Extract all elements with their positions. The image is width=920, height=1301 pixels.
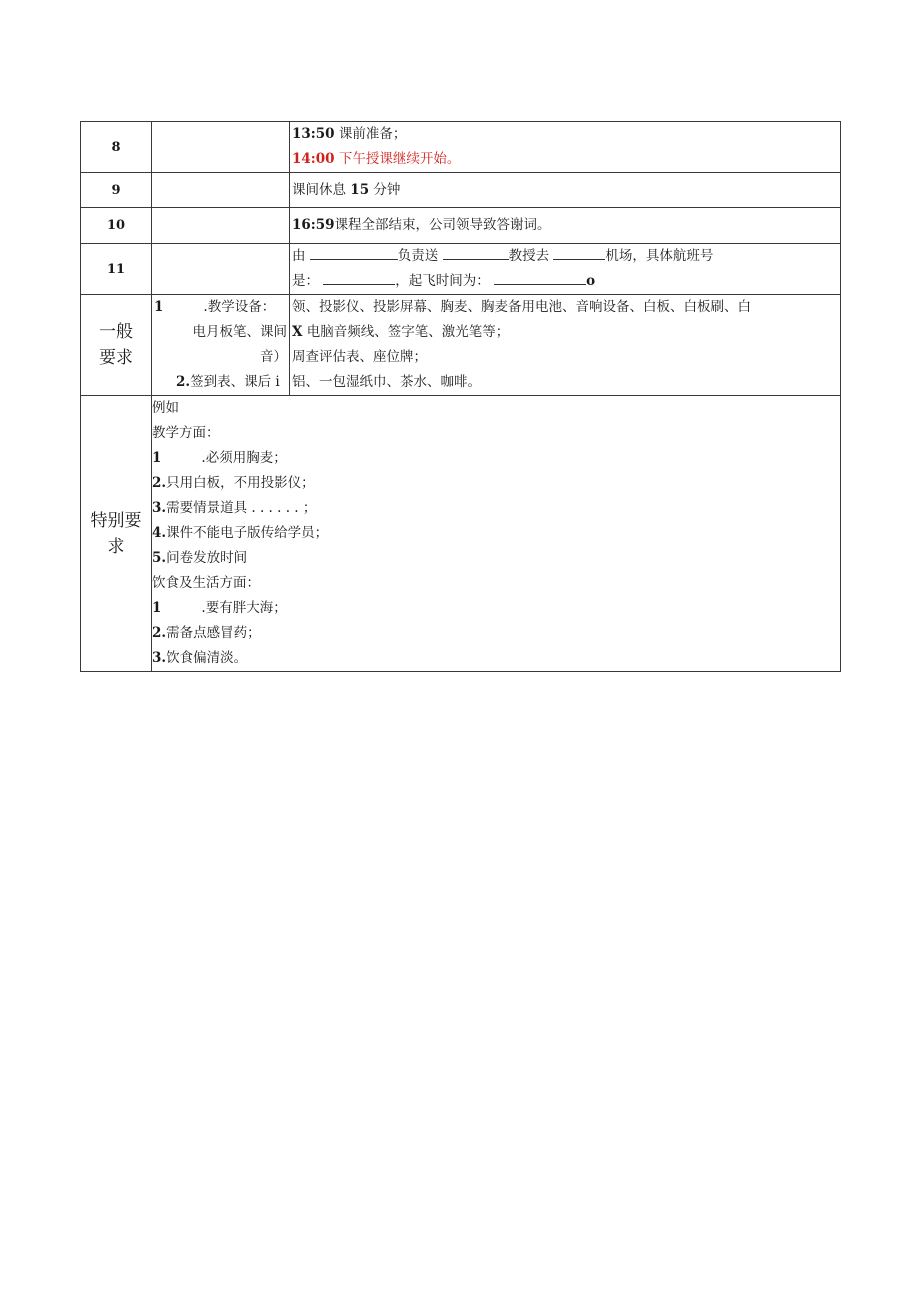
time-label: 13:50 (292, 126, 335, 142)
content-text: 由 (292, 248, 306, 264)
blank-line (323, 270, 395, 285)
row-number: 10 (81, 208, 152, 244)
heading-line: 一般 (99, 322, 133, 342)
row-content (290, 208, 841, 244)
list-text: 课件不能电子版传给学员； (166, 525, 329, 541)
content-text: 课间休息 (292, 181, 351, 198)
general-left-cell (152, 295, 290, 396)
list-text: 饮食及生活方面： (152, 575, 260, 591)
list-number: 3. (152, 500, 167, 516)
content-text: 教授去 (508, 248, 550, 264)
blank-line (443, 245, 509, 260)
content-text: 是： (292, 273, 319, 289)
empty-cell (152, 208, 290, 244)
row-content (290, 244, 841, 295)
blank-line (310, 245, 398, 260)
content-text: 机场，具体航班号 (605, 248, 714, 264)
list-item (152, 646, 840, 671)
special-heading (81, 396, 152, 672)
content-text: .教学设备： (203, 299, 276, 315)
list-text: 需备点感冒药； (166, 625, 261, 641)
row-number: 9 (81, 173, 152, 208)
content-line (292, 269, 840, 294)
row-number: 8 (81, 122, 152, 173)
content-text: o (586, 273, 596, 289)
table-row (81, 122, 841, 173)
content-text: 下午授课继续开始。 (338, 151, 461, 167)
list-item (152, 571, 840, 596)
list-number: 1 (154, 299, 164, 315)
content-line (292, 244, 840, 269)
list-text: .必须用胸麦； (201, 450, 287, 466)
list-number: 2. (152, 475, 167, 491)
content-line: 领、投影仪、投影屏幕、胸麦、胸麦备用电池、音响设备、白板、白板刷、白 (292, 299, 751, 315)
content-line: 周查评估表、座位牌； (292, 349, 427, 365)
content-line (152, 295, 289, 320)
time-label: 16:59 (292, 217, 335, 233)
list-number: 5. (152, 550, 167, 566)
table-row (81, 173, 841, 208)
content-number: 15 (350, 181, 370, 198)
list-item (152, 596, 840, 621)
blank-line (553, 245, 605, 260)
list-text: 饮食偏清淡。 (166, 650, 248, 666)
general-heading (81, 295, 152, 396)
general-requirements-row (81, 295, 841, 396)
list-text: .要有胖大海； (201, 600, 287, 616)
content-text: 课程全部结束，公司领导致答谢词。 (334, 217, 551, 233)
content-text: 课前准备； (338, 126, 407, 142)
list-item (152, 446, 840, 471)
special-requirements-row (81, 396, 841, 672)
content-text: 电脑音频线、签字笔、激光笔等； (302, 324, 510, 340)
list-item (152, 471, 840, 496)
special-list (152, 396, 840, 671)
empty-cell (152, 173, 290, 208)
table-row (81, 244, 841, 295)
list-number: 3. (152, 650, 167, 666)
special-content-cell (152, 396, 841, 672)
schedule-table (80, 121, 841, 672)
list-text: 问卷发放时间 (166, 550, 248, 566)
content-marker: X (292, 324, 303, 340)
content-line (292, 320, 840, 345)
list-text: 只用白板，不用投影仪； (166, 475, 315, 491)
list-item (152, 496, 840, 521)
content-line: 音） (260, 349, 287, 365)
row-content (290, 122, 841, 173)
table-row (81, 208, 841, 244)
heading-line: 特别要 (90, 510, 142, 531)
row-number: 11 (81, 244, 152, 295)
list-text: 例如 (152, 400, 179, 416)
empty-cell (152, 122, 290, 173)
list-number: 2. (176, 374, 191, 390)
list-number: 1 (152, 600, 162, 616)
list-item (152, 421, 840, 446)
list-item (152, 396, 840, 421)
empty-cell (152, 244, 290, 295)
list-text: 需要情景道具 . . . . . . ； (166, 500, 317, 516)
content-line: 电月板笔、课间 (192, 324, 287, 340)
content-line: 铝、一包湿纸巾、茶水、咖啡。 (292, 374, 481, 390)
content-line (152, 370, 289, 395)
content-text: 签到表、课后 i (190, 374, 280, 390)
list-item (152, 621, 840, 646)
content-text: ，起飞时间为： (395, 273, 490, 289)
heading-line: 求 (107, 536, 125, 557)
list-number: 2. (152, 625, 167, 641)
content-line (292, 122, 840, 147)
list-text: 教学方面： (152, 425, 220, 441)
list-number: 1 (152, 450, 162, 466)
list-number: 4. (152, 525, 167, 541)
general-right-cell (290, 295, 841, 396)
content-text: 分钟 (369, 181, 401, 198)
time-label: 14:00 (292, 151, 335, 167)
blank-line (494, 270, 586, 285)
row-content (290, 173, 841, 208)
list-item (152, 521, 840, 546)
content-text: 负责送 (397, 248, 439, 264)
content-line-highlight (292, 147, 840, 172)
list-item (152, 546, 840, 571)
heading-line: 要求 (99, 348, 133, 368)
